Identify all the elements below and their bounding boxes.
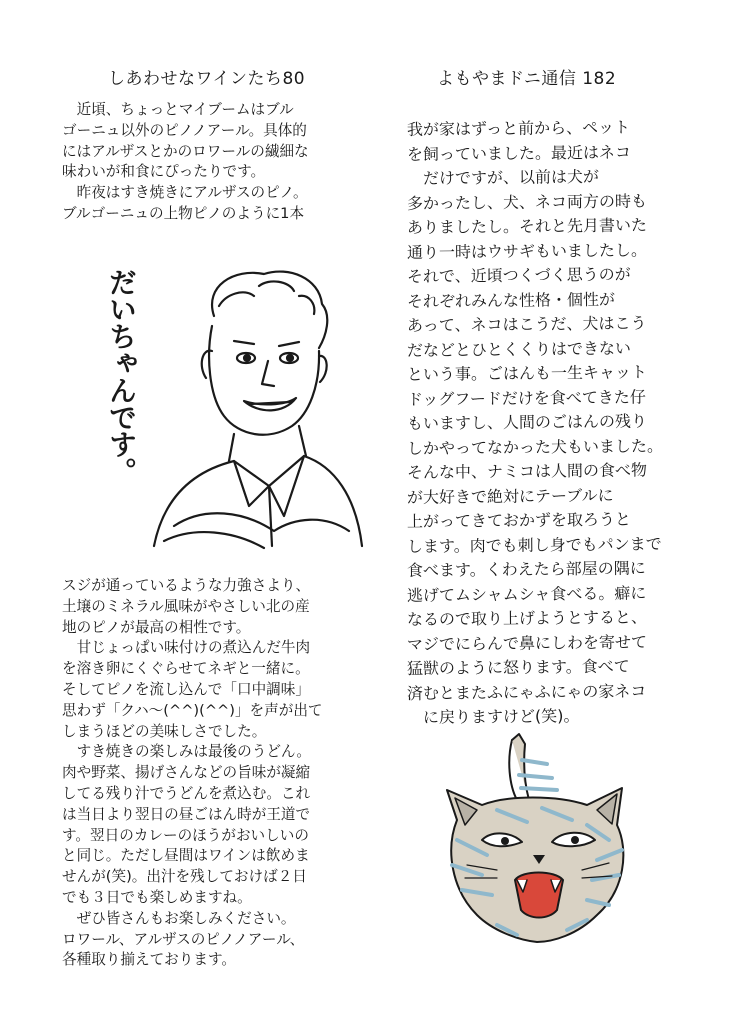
text-line: ゴーニュ以外のピノノアール。具体的 [62, 121, 307, 139]
text-line: そんな中、ナミコは人間の食べ物 [406, 460, 648, 482]
text-line: ブルゴーニュの上物ピノのように1本 [62, 204, 305, 222]
text-line: しまうほどの美味しさでした。 [62, 722, 267, 740]
text-line: 思わず「クハ～(^^)(^^)」を声が出て [62, 701, 323, 719]
text-line: ドッグフードだけを食べてきた仔 [406, 386, 646, 409]
text-line: なるので取り上げようとすると、 [406, 607, 648, 629]
text-line: ロワール、アルザスのピノノアール、 [62, 930, 305, 948]
text-line: もいますし、人間のごはんの残り [406, 411, 648, 433]
text-line: あって、ネコはこうだ、犬はこう [406, 313, 647, 335]
text-line: が大好きで絶対にテーブルに [406, 485, 614, 507]
text-line: ありましたし。それと先月書いた [406, 215, 648, 237]
text-line: は当日より翌日の昼ごはん時が王道で [62, 805, 311, 823]
right-column-title: よもやまドニ通信 182 [437, 69, 617, 89]
text-line: 我が家はずっと前から、ペット [406, 117, 631, 139]
text-line: す。翌日のカレーのほうがおいしいの [62, 826, 309, 844]
text-line: 食べます。くわえたら部屋の隅に [406, 558, 646, 580]
text-line: を飼っていました。最近はネコ [406, 142, 632, 164]
text-line: に戻りますけど(笑)。 [406, 706, 580, 727]
text-line: すき焼きの楽しみは最後のうどん。 [62, 743, 311, 761]
text-line: 近頃、ちょっとマイブームはブル [62, 101, 294, 118]
text-line: しかやってなかった犬もいました。 [406, 435, 664, 458]
text-line: 逃げてムシャムシャ食べる。癖に [406, 582, 647, 605]
text-line: と同じ。ただし昼間はワインは飲めま [62, 847, 310, 865]
cat-illustration [437, 730, 647, 945]
text-line: そしてピノを流し込んで「口中調味」 [62, 680, 310, 698]
text-line: 済むとまたふにゃふにゃの家ネコ [406, 680, 647, 703]
text-line: してる残り汁でうどんを煮込む。これ [62, 784, 311, 802]
text-line: だけですが、以前は犬が [406, 166, 600, 188]
text-line: スジが通っているような力強さより、 [62, 577, 311, 594]
text-line: を溶き卵にくぐらせてネギと一緒に。 [62, 660, 310, 678]
text-line: 通り一時はウサギもいましたし。 [406, 239, 648, 262]
text-line: します。肉でも刺し身でもパンまで [406, 533, 662, 556]
text-line: ぜひ皆さんもお楽しみください。 [62, 909, 296, 927]
text-line: それで、近頃つくづく思うのが [406, 264, 631, 286]
text-line: 昨夜はすき焼きにアルザスのピノ。 [62, 184, 308, 202]
text-line: 味わいが和食にぴったりです。 [62, 163, 266, 181]
text-line: という事。ごはんも一生キャット [406, 362, 648, 384]
left-column-title: しあわせなワインたち80 [108, 69, 306, 89]
text-line: せんが(笑)。出汁を残しておけば２日 [62, 868, 307, 886]
text-line: 上がってきておかずを取ろうと [406, 509, 632, 531]
text-line: 甘じょっぱい味付けの煮込んだ牛肉 [62, 639, 311, 657]
text-line: 各種取り揃えております。 [62, 951, 236, 969]
pet-column-body [407, 118, 727, 731]
illustration-caption: だいちゃんです。 [105, 268, 138, 484]
text-line: 土壌のミネラル風味がやさしい北の産 [62, 597, 310, 615]
text-line: にはアルザスとかのロワールの繊細な [62, 142, 309, 160]
text-line: 多かったし、犬、ネコ両方の時も [406, 190, 648, 213]
text-line: 地のピノが最高の相性です。 [62, 618, 251, 636]
wine-column-body [62, 576, 382, 971]
text-line: 猛獣のように怒ります。食べて [406, 656, 630, 678]
text-line: だなどとひとくくりはできない [406, 338, 632, 360]
text-line: それぞれみんな性格・個性が [406, 289, 616, 311]
text-line: 肉や野菜、揚げさんなどの旨味が凝縮 [62, 764, 311, 782]
text-line: マジでにらんで鼻にしわを寄せて [406, 631, 648, 654]
text-line: でも３日でも楽しめますね。 [62, 888, 252, 906]
wine-column-intro [62, 100, 382, 225]
